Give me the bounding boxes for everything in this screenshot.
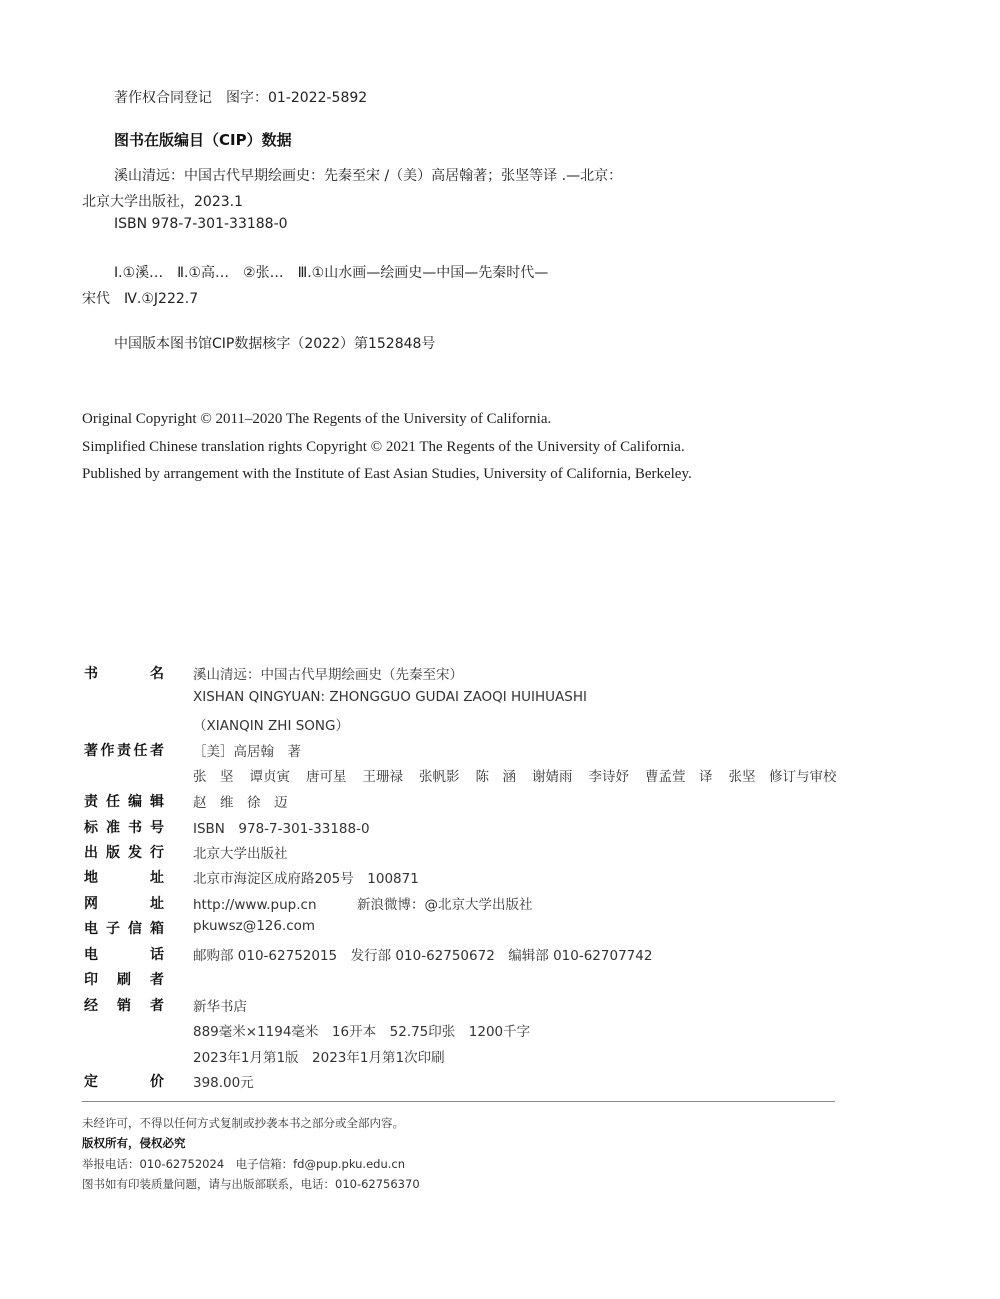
title-label: 书 名 bbox=[84, 666, 164, 682]
translator: 张坚 修订与审校 bbox=[728, 769, 837, 785]
isbn-value: ISBN 978-7-301-33188-0 bbox=[193, 821, 370, 837]
cip-classification-line2: 宋代 Ⅳ.①J222.7 bbox=[82, 291, 199, 307]
original-copyright: Original Copyright © 2011–2020 The Regents of the University of California. bbox=[82, 411, 552, 427]
report-contact: 举报电话：010-62752024 电子信箱：fd@pup.pku.edu.cn bbox=[82, 1157, 406, 1171]
translator: 李诗妤 bbox=[588, 769, 629, 785]
translator: 曹孟萱 译 bbox=[645, 769, 713, 785]
translator: 王珊禄 bbox=[362, 769, 403, 785]
cip-entry-line2: 北京大学出版社，2023.1 bbox=[82, 194, 243, 210]
distributor-label: 经 销 者 bbox=[84, 998, 164, 1014]
translator-list bbox=[193, 765, 837, 785]
author-value: ［美］高居翰 著 bbox=[193, 744, 301, 760]
cip-classification-line1: Ⅰ.①溪… Ⅱ.①高… ②张… Ⅲ.①山水画—绘画史—中国—先秦时代— bbox=[114, 265, 549, 281]
website-value: http://www.pup.cn 新浪微博：@北京大学出版社 bbox=[193, 897, 533, 913]
reproduction-notice: 未经许可，不得以任何方式复制或抄袭本书之部分或全部内容。 bbox=[82, 1116, 404, 1130]
printer-label: 印 刷 者 bbox=[84, 972, 164, 988]
email-value: pkuwsz@126.com bbox=[193, 918, 316, 934]
book-specs: 889毫米×1194毫米 16开本 52.75印张 1200千字 bbox=[193, 1024, 531, 1040]
address-label: 地 址 bbox=[84, 870, 164, 886]
cip-heading: 图书在版编目（CIP）数据 bbox=[114, 131, 292, 149]
cip-isbn: ISBN 978-7-301-33188-0 bbox=[114, 216, 288, 232]
arrangement-notice: Published by arrangement with the Institute of East Asian Studies, University of California, Berkeley. bbox=[82, 466, 692, 482]
translator: 张帆影 bbox=[419, 769, 460, 785]
cip-verification-number: 中国版本图书馆CIP数据核字（2022）第152848号 bbox=[114, 336, 436, 352]
divider-line bbox=[82, 1101, 835, 1102]
price-label: 定 价 bbox=[84, 1074, 164, 1090]
title-pinyin-line1: XISHAN QINGYUAN: ZHONGGUO GUDAI ZAOQI HUIHUASHI bbox=[193, 689, 587, 705]
editor-label: 责 任 编 辑 bbox=[84, 794, 164, 810]
rights-reserved: 版权所有，侵权必究 bbox=[82, 1136, 186, 1150]
title-value: 溪山清远：中国古代早期绘画史（先秦至宋） bbox=[193, 667, 463, 683]
translation-copyright: Simplified Chinese translation rights Copyright © 2021 The Regents of the University of California. bbox=[82, 439, 685, 455]
phone-value: 邮购部 010-62752015 发行部 010-62750672 编辑部 010-62707742 bbox=[193, 948, 653, 964]
quality-contact: 图书如有印装质量问题，请与出版部联系，电话：010-62756370 bbox=[82, 1177, 420, 1191]
copyright-registration: 著作权合同登记 图字：01-2022-5892 bbox=[114, 90, 368, 106]
cip-entry-line1: 溪山清远：中国古代早期绘画史：先秦至宋 /（美）高居翰著；张坚等译 .—北京： bbox=[114, 168, 623, 184]
website-label: 网 址 bbox=[84, 896, 164, 912]
publisher-value: 北京大学出版社 bbox=[193, 846, 288, 862]
isbn-label: 标 准 书 号 bbox=[84, 820, 164, 836]
phone-label: 电 话 bbox=[84, 947, 164, 963]
title-pinyin-line2: （XIANQIN ZHI SONG） bbox=[193, 718, 349, 734]
address-value: 北京市海淀区成府路205号 100871 bbox=[193, 871, 419, 887]
translator: 唐可星 bbox=[306, 769, 347, 785]
translator: 谢婧雨 bbox=[532, 769, 573, 785]
translator: 谭贞寅 bbox=[249, 769, 290, 785]
author-label: 著 作 责 任 者 bbox=[84, 743, 164, 759]
email-label: 电 子 信 箱 bbox=[84, 921, 164, 937]
distributor-value: 新华书店 bbox=[193, 999, 247, 1015]
publisher-label: 出 版 发 行 bbox=[84, 845, 164, 861]
translator: 张 坚 bbox=[193, 769, 234, 785]
translator: 陈 涵 bbox=[475, 769, 516, 785]
edition-info: 2023年1月第1版 2023年1月第1次印刷 bbox=[193, 1050, 445, 1066]
price-value: 398.00元 bbox=[193, 1075, 254, 1091]
editor-value: 赵 维 徐 迈 bbox=[193, 795, 288, 811]
